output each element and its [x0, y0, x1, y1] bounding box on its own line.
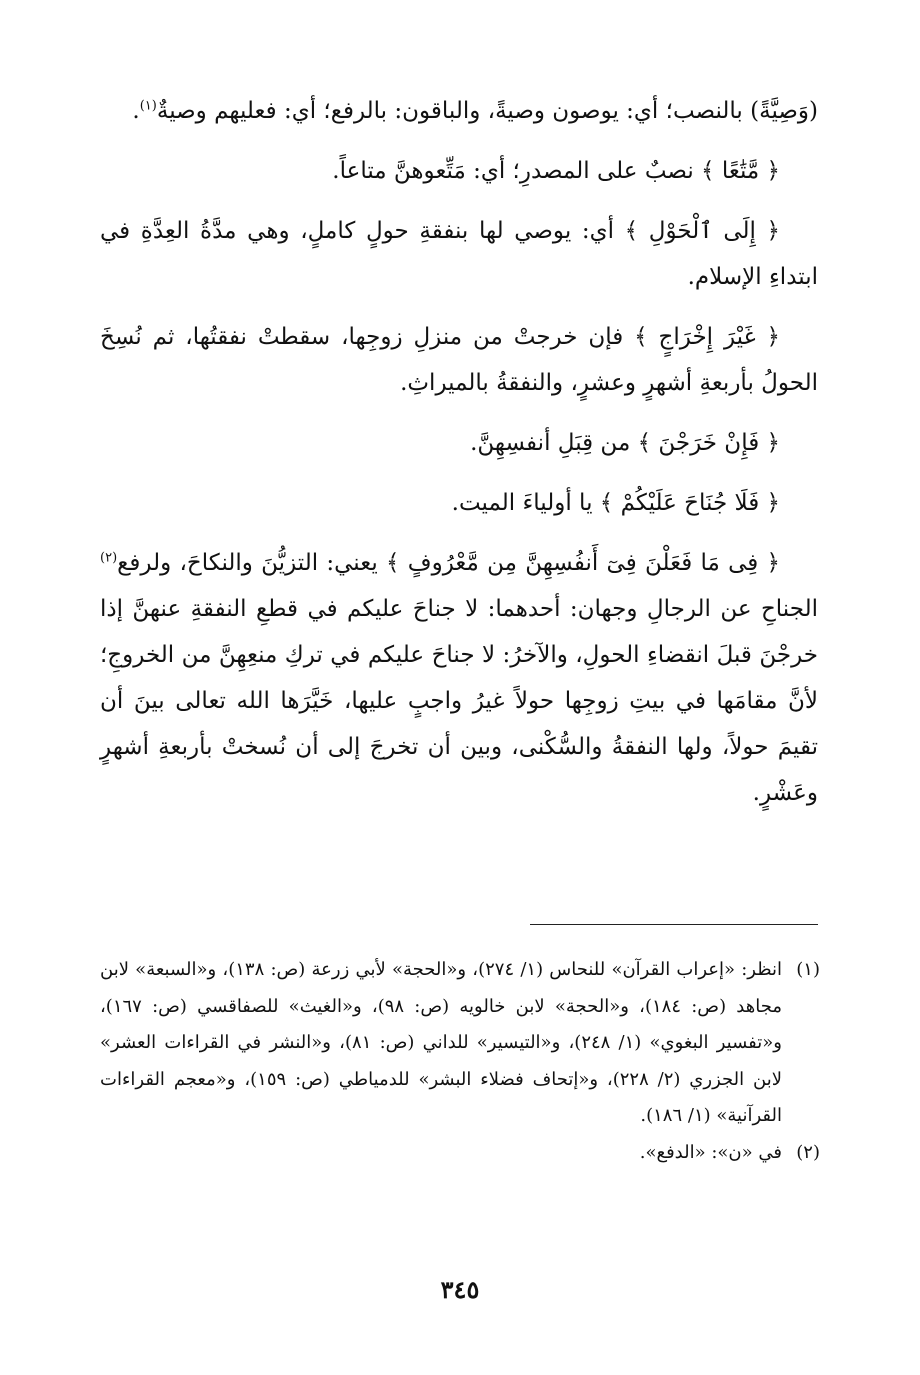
- footnote-2: [100, 1135, 820, 1172]
- main-text: [100, 88, 818, 830]
- footnote-ref-2[interactable]: (٢): [100, 550, 118, 566]
- footnotes: [100, 952, 820, 1171]
- footnote-1: [100, 952, 820, 1135]
- paragraph-6: ﴿ فَلَا جُنَاحَ عَلَيْكُمْ ﴾ يا أولياءَ الميت.: [451, 490, 780, 516]
- paragraph-7: ﴿ فِى مَا فَعَلْنَ فِىٓ أَنفُسِهِنَّ مِن مَّعْرُوفٍ ﴾ يعني: التزيُّنَ والنكاحَ، ولرفع$^{(٢)}$ الجناحِ عن الرجالِ وجهان: أحدهما: لا جناحَ عليكم في قطعِ النفقةِ عنهنَّ إذا خرجْنَ قبلَ انقضاءِ الحولِ، والآخرُ: لا جناحَ عليكم في تركِ منعِهِنَّ من الخروجِ؛ لأنَّ مقامَها في بيتِ زوجِها حولاً غيرُ واجبٍ عليها، خَيَّرَها الله تعالى بينَ أن تقيمَ حولاً، ولها النفقةُ والسُّكْنى، وبين أن تخرجَ إلى أن نُسختْ بأربعةِ أشهرٍ وعَشْرٍ.: [100, 550, 818, 806]
- footnote-number: (٢): [796, 1141, 820, 1163]
- footnote-separator: [530, 924, 818, 925]
- page-number: ٣٤٥: [440, 1275, 480, 1304]
- paragraph-3: ﴿ إِلَى ٱلْحَوْلِ ﴾ أي: يوصي لها بنفقةِ حولٍ كاملٍ، وهي مدَّةُ العِدَّةِ في ابتداءِ الإسلام.: [100, 218, 818, 290]
- footnote-number: (١): [796, 959, 820, 980]
- paragraph-2: ﴿ مَّتَٰعًا ﴾ نصبٌ على المصدرِ؛ أي: مَتِّعوهنَّ متاعاً.: [332, 158, 780, 184]
- footnote-ref-1[interactable]: (١): [139, 98, 157, 114]
- footnote-text: في «ن»: «الدفع».: [639, 1141, 782, 1163]
- paragraph-5: ﴿ فَإِنْ خَرَجْنَ ﴾ من قِبَلِ أنفسِهِنَّ.: [470, 430, 780, 456]
- paragraph-1: (وَصِيَّةً) بالنصب؛ أي: يوصون وصيةً، والباقون: بالرفع؛ أي: فعليهم وصيةٌ$^{(١)}$.: [132, 98, 818, 124]
- footnote-text: انظر: «إعراب القرآن» للنحاس (١/ ٢٧٤)، و«الحجة» لأبي زرعة (ص: ١٣٨)، و«السبعة» لابن مجاهد (ص: ١٨٤)، و«الحجة» لابن خالويه (ص: ٩٨)، و«الغيث» للصفاقسي (ص: ١٦٧)، و«تفسير البغوي» (١/ ٢٤٨)، و«التيسير» للداني (ص: ٨١)، و«النشر في القراءات العشر» لابن الجزري (٢/ ٢٢٨)، و«إتحاف فضلاء البشر» للدمياطي (ص: ١٥٩)، و«معجم القراءات القرآنية» (١/ ١٨٦).: [100, 959, 782, 1126]
- paragraph-4: ﴿ غَيْرَ إِخْرَاجٍ ﴾ فإن خرجتْ من منزلِ زوجِها، سقطتْ نفقتُها، ثم نُسِخَ الحولُ بأربعةِ أشهرٍ وعشرٍ، والنفقةُ بالميراثِ.: [100, 324, 818, 396]
